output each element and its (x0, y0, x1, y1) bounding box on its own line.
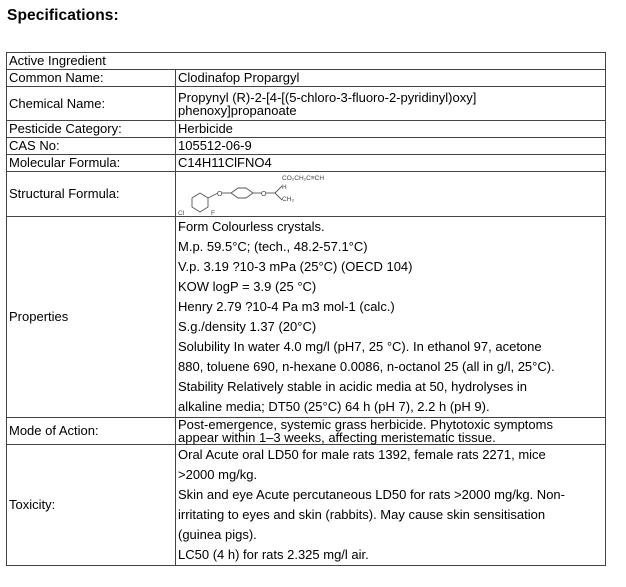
table-row (7, 445, 606, 566)
pesticide-category-value: Herbicide (176, 121, 606, 138)
properties-value (176, 217, 606, 418)
chemical-name-line: phenoxy]propanoate (178, 102, 297, 118)
pesticide-category-label: Pesticide Category: (7, 121, 176, 138)
structure-diagram (178, 172, 378, 216)
molecular-formula-value: C14H11ClFNO4 (176, 155, 606, 172)
chlorine-label: Cl (178, 210, 185, 216)
table-row (7, 53, 606, 70)
mode-of-action-line: appear within 1–3 weeks, affecting meristematic tissue. (178, 430, 496, 445)
table-row (7, 70, 606, 87)
table-row (7, 121, 606, 138)
toxicity-line: irritating to eyes and skin (rabbits). May cause skin sensitisation (178, 507, 546, 522)
mode-of-action-value (176, 418, 606, 445)
cas-no-label: CAS No: (7, 138, 176, 155)
properties-label: Properties (7, 217, 176, 418)
toxicity-line: (guinea pigs). (178, 527, 257, 542)
cas-no-value: 105512-06-9 (176, 138, 606, 155)
active-ingredient-header: Active Ingredient (7, 53, 606, 70)
molecular-formula-label: Molecular Formula: (7, 155, 176, 172)
structural-formula-image (178, 172, 603, 216)
chemical-name-line: Propynyl (R)-2-[4-[(5-chloro-3-fluoro-2-pyridinyl)oxy] (178, 89, 477, 105)
methyl-label: CH₃ (282, 196, 295, 203)
chemical-name-label: Chemical Name: (7, 87, 176, 121)
property-line: Solubility In water 4.0 mg/l (pH7, 25 °C). In ethanol 97, acetone (178, 339, 542, 354)
ester-group-label: CO₂CH₂C≡CH (282, 175, 325, 182)
property-line: V.p. 3.19 ?10-3 mPa (25°C) (OECD 104) (178, 259, 413, 274)
property-line: M.p. 59.5°C; (tech., 48.2-57.1°C) (178, 239, 368, 254)
common-name-label: Common Name: (7, 70, 176, 87)
table-row (7, 138, 606, 155)
property-line: KOW logP = 3.9 (25 °C) (178, 279, 317, 294)
common-name-value: Clodinafop Propargyl (176, 70, 606, 87)
property-line: S.g./density 1.37 (20°C) (178, 319, 317, 334)
specifications-table (6, 52, 606, 566)
toxicity-line: Oral Acute oral LD50 for male rats 1392, female rats 2271, mice (178, 447, 546, 462)
hydrogen-label: H (282, 184, 287, 191)
fluorine-label: F (211, 210, 215, 216)
toxicity-line: LC50 (4 h) for rats 2.325 mg/l air. (178, 547, 369, 562)
property-line: Stability Relatively stable in acidic media at 50, hydrolyses in (178, 379, 528, 394)
property-line: Form Colourless crystals. (178, 219, 325, 234)
property-line: Henry 2.79 ?10-4 Pa m3 mol-1 (calc.) (178, 299, 395, 314)
mode-of-action-line: Post-emergence, systemic grass herbicide. Phytotoxic symptoms (178, 417, 553, 432)
toxicity-value (176, 445, 606, 566)
structural-formula-label: Structural Formula: (7, 172, 176, 217)
chemical-name-value (176, 87, 606, 121)
property-line: alkaline media; DT50 (25°C) 64 h (pH 7), 2.2 h (pH 9). (178, 399, 490, 414)
toxicity-line: >2000 mg/kg. (178, 467, 258, 482)
table-row (7, 217, 606, 418)
svg-text:O: O (261, 191, 267, 198)
table-row (7, 87, 606, 121)
mode-of-action-label: Mode of Action: (7, 418, 176, 445)
table-row (7, 155, 606, 172)
svg-text:O: O (217, 191, 223, 198)
pyridine-ring (192, 193, 208, 212)
benzene-ring (231, 188, 253, 198)
table-row (7, 418, 606, 445)
property-line: 880, toluene 690, n-hexane 0.0086, n-octanol 25 (all in g/l, 25°C). (178, 359, 555, 374)
structural-formula-value (176, 172, 606, 217)
table-row (7, 172, 606, 217)
toxicity-line: Skin and eye Acute percutaneous LD50 for rats >2000 mg/kg. Non- (178, 487, 565, 502)
page-title: Specifications: (7, 7, 119, 24)
toxicity-label: Toxicity: (7, 445, 176, 566)
